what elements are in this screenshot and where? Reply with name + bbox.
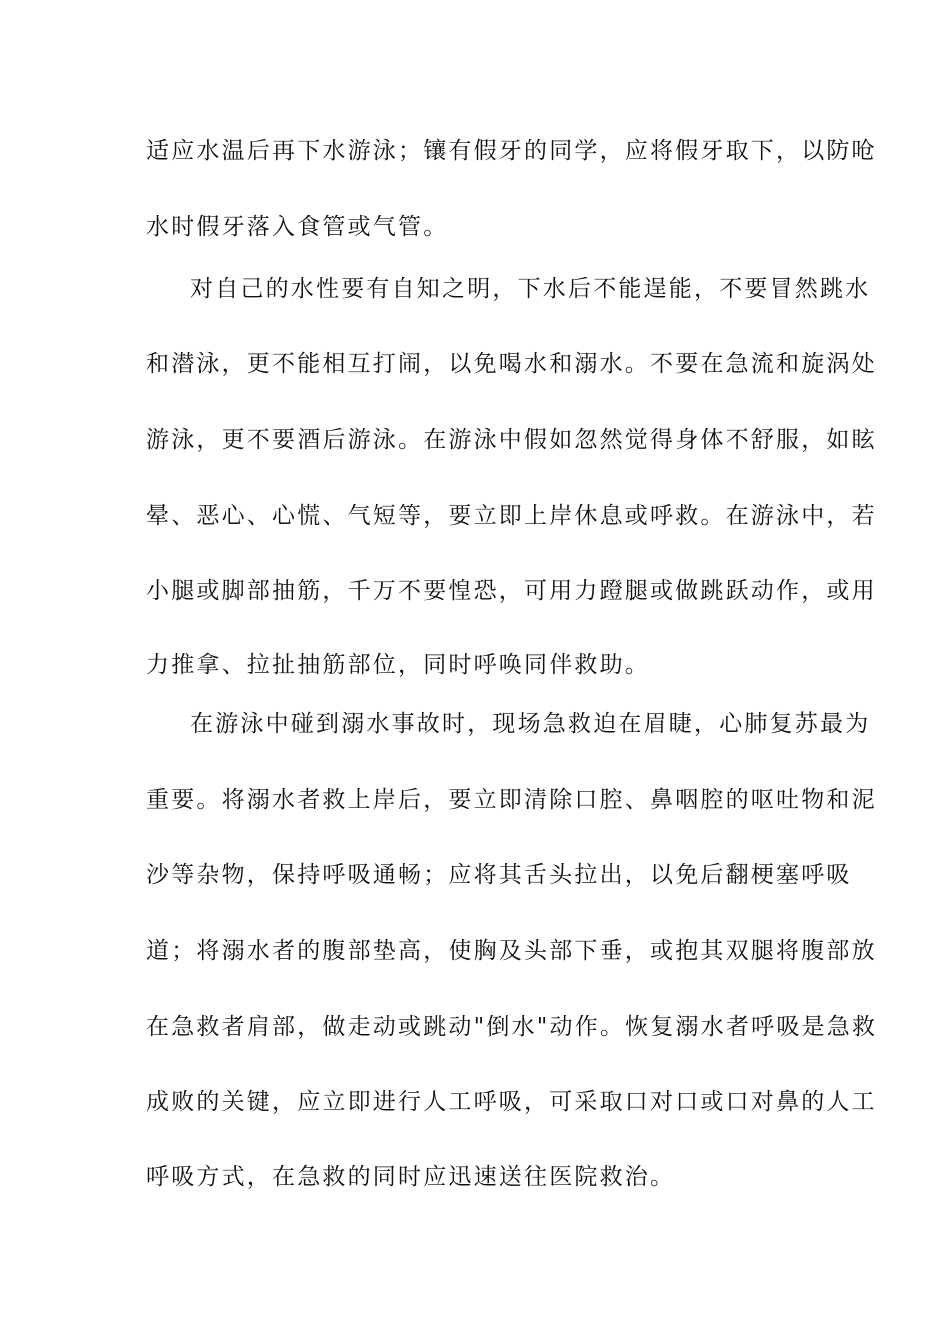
text-line: 成败的关键，应立即进行人工呼吸，可采取口对口或口对鼻的人工 xyxy=(146,1089,877,1115)
text-line: 适应水温后再下水游泳；镶有假牙的同学，应将假牙取下，以防呛 xyxy=(146,138,877,164)
text-line: 呼吸方式，在急救的同时应迅速送往医院救治。 xyxy=(146,1164,676,1190)
text-line: 游泳，更不要酒后游泳。在游泳中假如忽然觉得身体不舒服，如眩 xyxy=(146,427,877,453)
text-line: 力推拿、拉扯抽筋部位，同时呼唤同伴救助。 xyxy=(146,652,650,678)
text-line: 重要。将溺水者救上岸后，要立即清除口腔、鼻咽腔的呕吐物和泥 xyxy=(146,787,877,813)
text-line: 道；将溺水者的腹部垫高，使胸及头部下垂，或抱其双腿将腹部放 xyxy=(146,938,877,964)
text-line: 在急救者肩部，做走动或跳动"倒水"动作。恢复溺水者呼吸是急救 xyxy=(146,1014,878,1040)
text-line: 小腿或脚部抽筋，千万不要惶恐，可用力蹬腿或做跳跃动作，或用 xyxy=(146,578,877,604)
text-line: 晕、恶心、心慌、气短等，要立即上岸休息或呼救。在游泳中，若 xyxy=(146,503,877,529)
paragraph-first-line: 对自己的水性要有自知之明，下水后不能逞能，不要冒然跳水 xyxy=(190,276,871,302)
text-line: 和潜泳，更不能相互打闹，以免喝水和溺水。不要在急流和旋涡处 xyxy=(146,351,877,377)
text-line: 沙等杂物，保持呼吸通畅；应将其舌头拉出，以免后翻梗塞呼吸 xyxy=(146,862,852,888)
paragraph-first-line: 在游泳中碰到溺水事故时，现场急救迫在眉睫，心肺复苏最为 xyxy=(190,711,871,737)
text-line: 水时假牙落入食管或气管。 xyxy=(146,214,449,240)
